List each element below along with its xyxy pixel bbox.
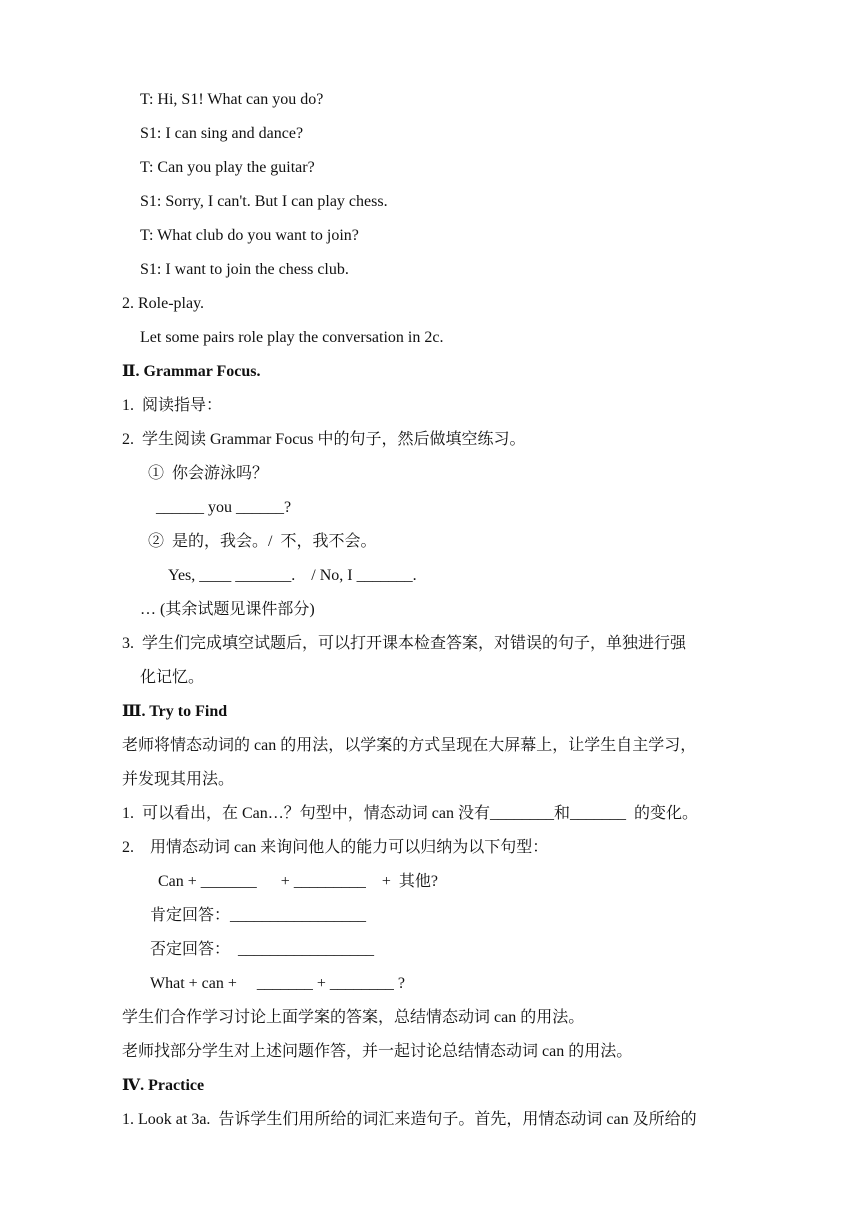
dialogue-line: T: Hi, S1! What can you do? [140,91,324,108]
negative-answer-pattern: 否定回答： _________________ [150,941,375,958]
roleplay-text: Let some pairs role play the conversation in 2c. [140,329,444,346]
dialogue-line: T: What club do you want to join? [140,227,359,244]
dialogue-line: S1: Sorry, I can't. But I can play chess. [140,193,388,210]
list-item: 2. 用情态动词 can 来询问他人的能力可以归纳为以下句型： [122,839,549,856]
section-heading-practice: Ⅳ. Practice [122,1077,205,1094]
list-item: 3. 学生们完成填空试题后，可以打开课本检查答案，对错误的句子，单独进行强 [122,635,687,652]
exercise-question: ② 是的，我会。/ 不，我不会。 [148,533,377,550]
list-item-continuation: 化记忆。 [140,669,205,686]
section-heading-try-to-find: Ⅲ. Try to Find [122,703,228,720]
list-item: 1. 阅读指导： [122,397,223,414]
dialogue-line: S1: I want to join the chess club. [140,261,349,278]
positive-answer-pattern: 肯定回答：_________________ [150,907,367,924]
list-item: 1. 可以看出，在 Can…？句型中，情态动词 can 没有________和_______ 的变化。 [122,805,698,822]
paragraph: 学生们合作学习讨论上面学案的答案，总结情态动词 can 的用法。 [122,1009,585,1026]
section-heading-grammar-focus: Ⅱ. Grammar Focus. [122,363,261,380]
exercise-question: ① 你会游泳吗？ [148,465,269,482]
dialogue-line: S1: I can sing and dance? [140,125,304,142]
what-question-pattern: What + can + _______ + ________ ? [150,975,406,992]
exercise-blank: Yes, ____ _______. / No, I _______. [168,567,417,584]
exercise-note: … (其余试题见课件部分) [140,601,315,618]
sentence-pattern: Can + _______ + _________ + 其他? [158,873,438,890]
list-item: 1. Look at 3a. 告诉学生们用所给的词汇来造句子。首先，用情态动词 can 及所给的 [122,1111,697,1128]
paragraph: 老师找部分学生对上述问题作答，并一起讨论总结情态动词 can 的用法。 [122,1043,633,1060]
exercise-blank: ______ you ______? [156,499,292,516]
list-item: 2. 学生阅读 Grammar Focus 中的句子，然后做填空练习。 [122,431,526,448]
paragraph: 并发现其用法。 [122,771,235,788]
roleplay-title: 2. Role-play. [122,295,205,312]
paragraph: 老师将情态动词的 can 的用法，以学案的方式呈现在大屏幕上，让学生自主学习， [122,737,697,754]
dialogue-line: T: Can you play the guitar? [140,159,315,176]
